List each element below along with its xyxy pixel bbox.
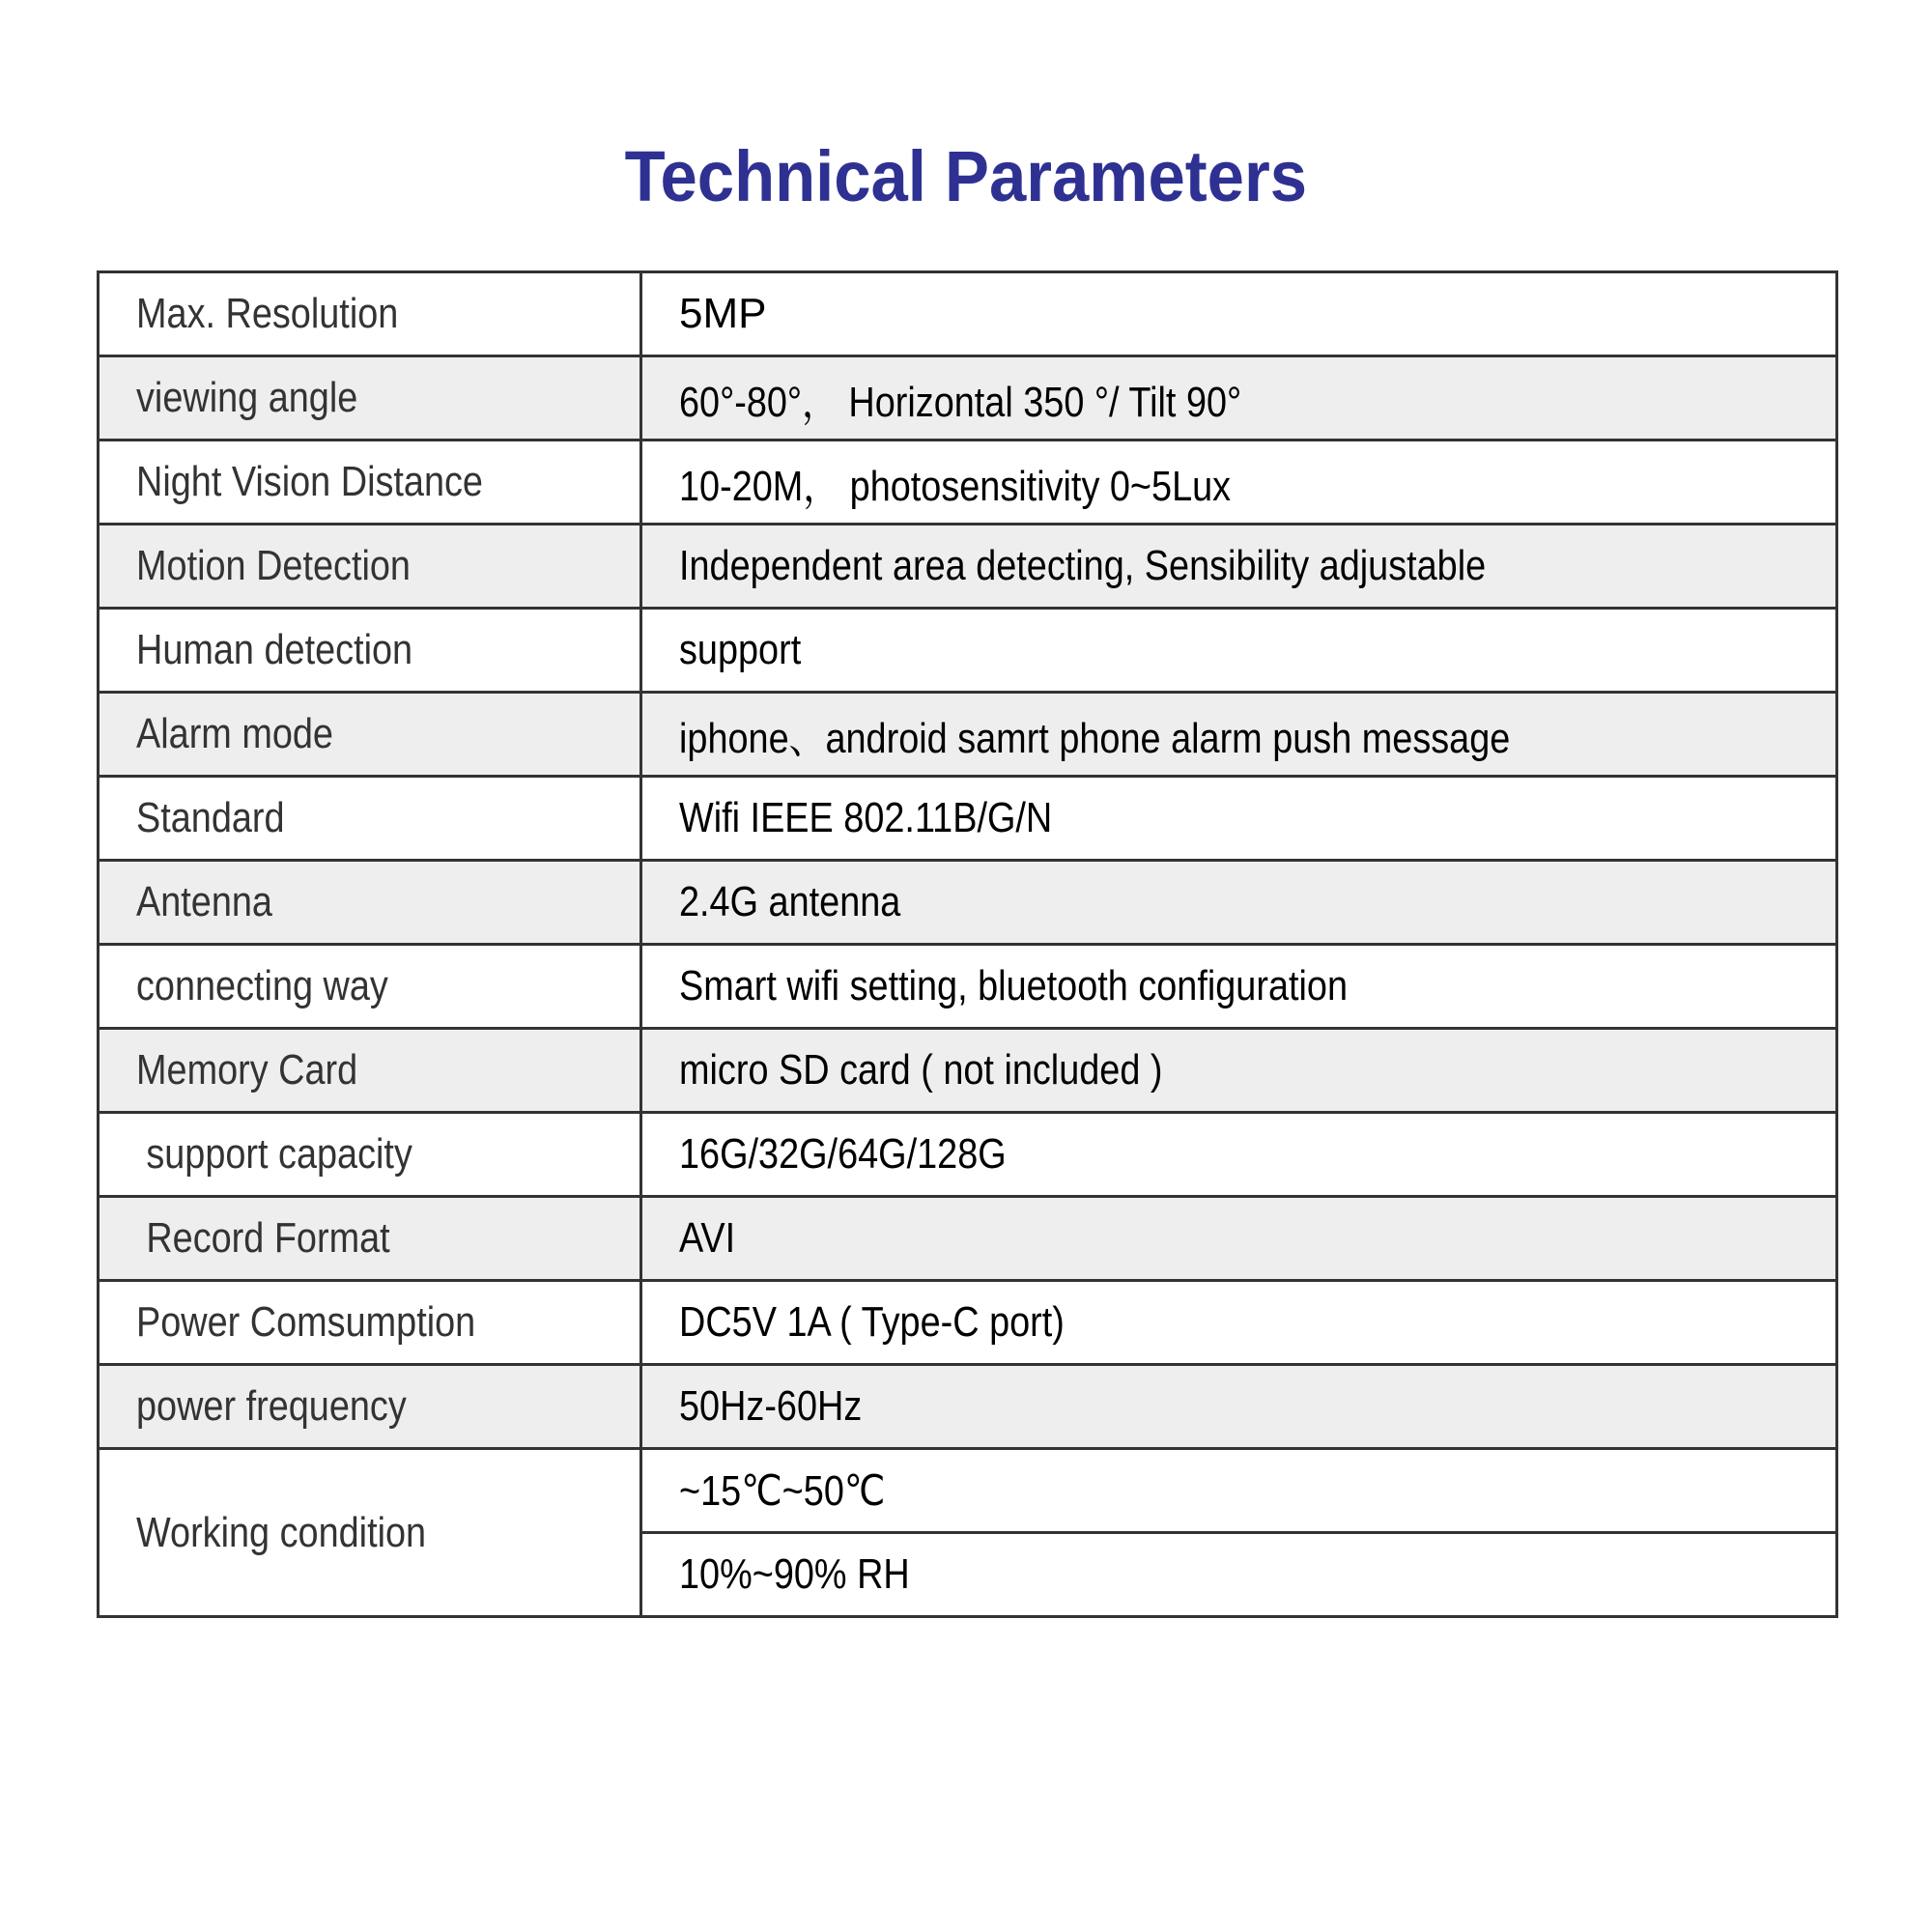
param-label-text: Record Format (146, 1214, 390, 1262)
param-value (641, 356, 1837, 440)
param-label-text: Alarm mode (136, 710, 333, 757)
table-row (99, 777, 1837, 861)
param-label (99, 1197, 641, 1281)
param-label (99, 861, 641, 945)
param-value-temperature (641, 1449, 1837, 1533)
param-label-text: support capacity (146, 1130, 412, 1178)
param-value (641, 693, 1837, 777)
param-label-text: Antenna (136, 878, 272, 925)
param-value-text: 50Hz-60Hz (679, 1382, 863, 1430)
table-row (99, 1197, 1837, 1281)
param-label-text: connecting way (136, 962, 388, 1009)
table-row (99, 272, 1837, 356)
table-row (99, 1113, 1837, 1197)
param-label (99, 1281, 641, 1365)
table-row (99, 440, 1837, 525)
param-value (641, 525, 1837, 609)
param-value (641, 777, 1837, 861)
param-value-text: Smart wifi setting, bluetooth configuration (679, 962, 1349, 1009)
param-label-text: Standard (136, 794, 285, 841)
table-row-working-condition (99, 1449, 1837, 1533)
param-value (641, 440, 1837, 525)
param-label (99, 693, 641, 777)
param-label-text: Memory Card (136, 1046, 358, 1094)
param-value (641, 1029, 1837, 1113)
param-value-text: Wifi IEEE 802.11B/G/N (679, 794, 1053, 841)
param-value-text: 2.4G antenna (679, 878, 901, 925)
param-label (99, 272, 641, 356)
param-value-text: ~15℃~50℃ (679, 1466, 886, 1515)
param-label (99, 945, 641, 1029)
table-row (99, 1029, 1837, 1113)
table-row (99, 945, 1837, 1029)
param-value (641, 1281, 1837, 1365)
page-title (0, 135, 1932, 217)
param-value-text: 5MP (679, 290, 767, 337)
param-label-text: power frequency (136, 1382, 407, 1430)
param-label-text: Max. Resolution (136, 290, 399, 337)
param-label-text: viewing angle (136, 374, 358, 421)
param-value (641, 1113, 1837, 1197)
param-value-text: 60°-80°， Horizontal 350 °/ Tilt 90° (679, 379, 1242, 426)
table-row (99, 525, 1837, 609)
param-value-text: 10-20M， photosensitivity 0~5Lux (679, 463, 1232, 510)
param-value (641, 272, 1837, 356)
table-row (99, 1281, 1837, 1365)
param-label (99, 609, 641, 693)
param-value-text: DC5V 1A ( Type-C port) (679, 1298, 1065, 1346)
param-value-text: support (679, 626, 802, 673)
param-value (641, 861, 1837, 945)
param-label (99, 1113, 641, 1197)
param-value (641, 1365, 1837, 1449)
param-label-text: Night Vision Distance (136, 458, 483, 505)
technical-parameters-table (97, 270, 1838, 1618)
param-label (99, 440, 641, 525)
param-value-humidity (641, 1533, 1837, 1617)
param-label (99, 1365, 641, 1449)
param-label (99, 1449, 641, 1617)
param-value-text: 16G/32G/64G/128G (679, 1130, 1007, 1178)
table-row (99, 1365, 1837, 1449)
param-value-text: iphone、android samrt phone alarm push message (679, 715, 1511, 762)
param-value-text: Independent area detecting, Sensibility adjustable (679, 542, 1487, 589)
table-row (99, 356, 1837, 440)
param-label (99, 356, 641, 440)
param-label-text: Human detection (136, 626, 413, 673)
table-row (99, 609, 1837, 693)
param-label-text: Motion Detection (136, 542, 411, 589)
param-value-text: AVI (679, 1214, 736, 1262)
param-value-text: micro SD card ( not included ) (679, 1046, 1163, 1094)
param-label (99, 777, 641, 861)
param-value (641, 1197, 1837, 1281)
param-value-text: 10%~90% RH (679, 1550, 910, 1598)
param-value (641, 945, 1837, 1029)
param-label (99, 525, 641, 609)
table-row (99, 693, 1837, 777)
param-value (641, 609, 1837, 693)
param-label-text: Working condition (136, 1508, 427, 1556)
page-title-text: Technical Parameters (624, 136, 1308, 216)
table-row (99, 861, 1837, 945)
param-label-text: Power Comsumption (136, 1298, 476, 1346)
param-label (99, 1029, 641, 1113)
